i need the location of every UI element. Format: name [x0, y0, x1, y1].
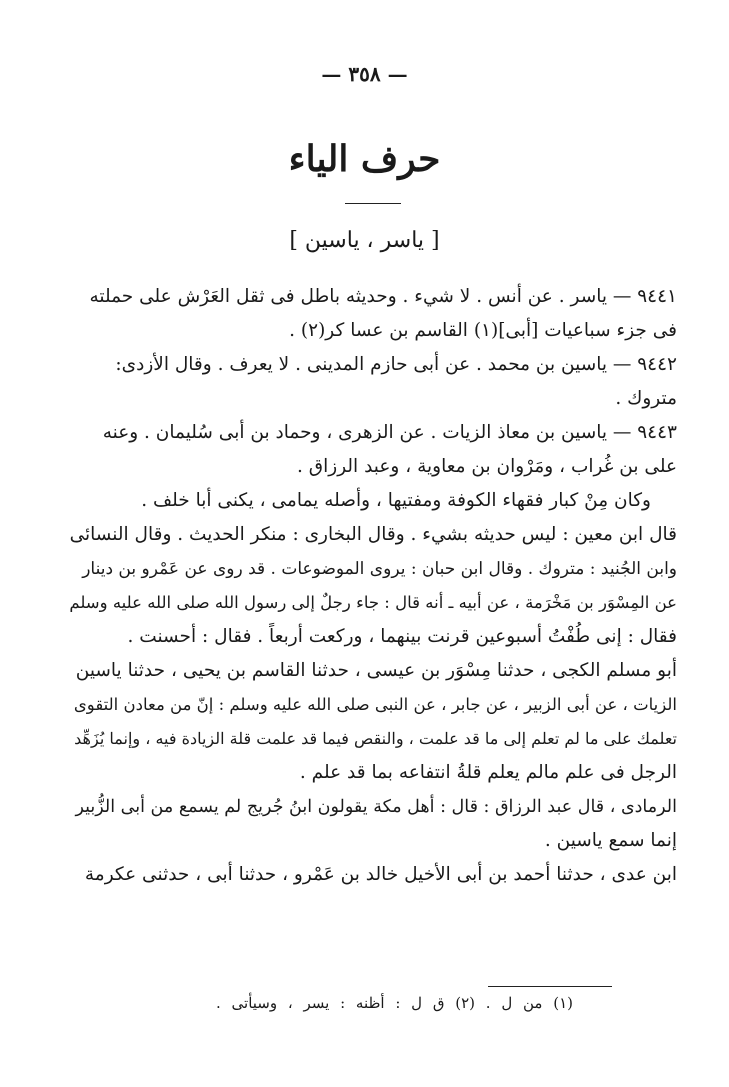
- text-line: متروك .: [615, 388, 677, 409]
- text-line: إنما سمع ياسين .: [544, 830, 677, 851]
- text-line: عن المِسْوَر بن مَخْرَمة ، عن أبيه ـ أنه قال : جاء رجلٌ إلى رسول الله صلى الله عليه وسلم: [69, 593, 677, 612]
- text-line: الرجل فى علم مالم يعلم قلةُ انتفاعه بما قد علم .: [299, 762, 677, 783]
- text-line: تعلمك على ما لم تعلم إلى ما قد علمت ، والنقص فيما قد علمت قلة الزيادة فيه ، وإنما يُزَهِّد: [74, 729, 677, 748]
- text-line: وابن الجُنيد : متروك . وقال ابن حبان : يروى الموضوعات . قد روى عن عَمْرو بن دينار: [82, 559, 677, 579]
- text-line: ٩٤٤٣ — ياسين بن معاذ الزيات . عن الزهرى ، وحماد بن أبى سُليمان . وعنه: [102, 422, 677, 443]
- page-number: — ٣٥٨ —: [321, 62, 408, 86]
- text-line: ٩٤٤٢ — ياسين بن محمد . عن أبى حازم المدينى . لا يعرف . وقال الأزدى:: [115, 354, 677, 375]
- title-divider: [345, 203, 401, 204]
- chapter-title: حرف الياء: [288, 138, 441, 180]
- footnote-divider: [488, 986, 612, 987]
- text-line: الزيات ، عن أبى الزبير ، عن جابر ، عن النبى صلى الله عليه وسلم : إنّ من معادن التقوى: [73, 695, 677, 714]
- text-line: فقال : إنى طُفْتُ أسبوعين قرنت بينهما ، وركعت أربعاً . فقال : أحسنت .: [127, 626, 677, 647]
- text-line: الرمادى ، قال عبد الرزاق : قال : أهل مكة يقولون ابنُ جُريج لم يسمع من أبى الزُّبير: [75, 797, 677, 817]
- page-body: [68, 280, 677, 892]
- section-title: [ ياسر ، ياسين ]: [289, 228, 440, 253]
- text-line: أبو مسلم الكجى ، حدثنا مِسْوَر بن عيسى ، حدثنا القاسم بن يحيى ، حدثنا ياسين: [75, 660, 677, 681]
- text-line: قال ابن معين : ليس حديثه بشيء . وقال البخارى : منكر الحديث . وقال النسائى: [69, 524, 677, 545]
- footnotes: (١) من ل . (٢) ق ل : أظنه : يسر ، وسيأتى .: [215, 994, 573, 1012]
- text-line: على بن غُراب ، ومَرْوان بن معاوية ، وعبد الرزاق .: [297, 456, 677, 477]
- text-line: وكان مِنْ كبار فقهاء الكوفة ومفتيها ، وأصله يمامى ، يكنى أبا خلف .: [141, 490, 651, 511]
- text-line: ابن عدى ، حدثنا أحمد بن أبى الأخيل خالد بن عَمْرو ، حدثنا أبى ، حدثنى عكرمة: [84, 864, 677, 885]
- text-line: فى جزء سباعيات [أبى](١) القاسم بن عسا كر(٢) .: [289, 320, 677, 341]
- text-line: ٩٤٤١ — ياسر . عن أنس . لا شيء . وحديثه باطل فى ثقل العَرْش على حملته: [89, 286, 677, 307]
